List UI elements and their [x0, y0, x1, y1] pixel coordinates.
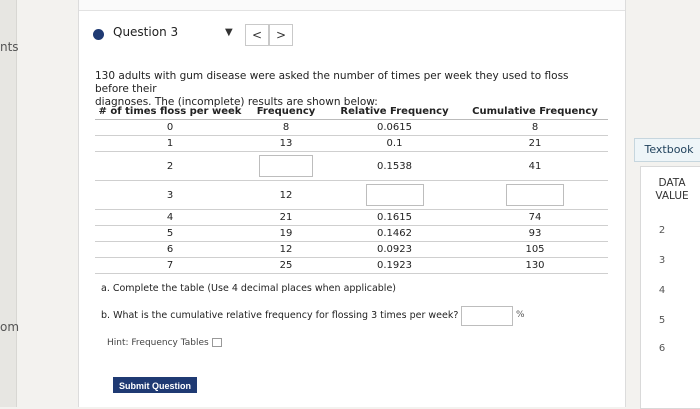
header-frequency: Frequency	[245, 103, 327, 120]
top-bar	[79, 0, 625, 11]
part-b-question: b. What is the cumulative relative frequency for flossing 3 times per week?	[101, 310, 459, 321]
cell-frequency: 12	[245, 242, 327, 258]
status-dot-icon	[93, 29, 104, 40]
previous-question-button[interactable]: <	[245, 24, 269, 46]
data-value-item: 3	[658, 255, 666, 266]
cumulative-frequency-input[interactable]	[506, 184, 564, 206]
cell-relative-frequency: 0.1462	[327, 226, 462, 242]
table-row	[95, 258, 608, 274]
cell-cumulative-frequency: 93	[462, 226, 608, 242]
cell-frequency: 21	[245, 210, 327, 226]
table-row	[95, 242, 608, 258]
frequency-table	[95, 103, 608, 274]
question-selector[interactable]: Question 3	[113, 25, 179, 39]
cell-times: 7	[95, 258, 245, 274]
cell-times: 1	[95, 136, 245, 152]
cell-cumulative-frequency: 8	[462, 120, 608, 136]
cell-times: 2	[95, 152, 245, 181]
cell-frequency	[245, 152, 327, 181]
hint-link[interactable]	[107, 338, 222, 348]
cell-times: 6	[95, 242, 245, 258]
cell-relative-frequency: 0.0923	[327, 242, 462, 258]
cell-frequency: 12	[245, 181, 327, 210]
cell-times: 4	[95, 210, 245, 226]
header-times-floss: # of times floss per week	[95, 103, 245, 120]
data-value-item: 6	[658, 343, 666, 354]
external-link-icon	[212, 338, 222, 347]
question-text-line-1: 130 adults with gum disease were asked the number of times per week they used to floss before their	[95, 70, 569, 95]
part-a-instruction: a. Complete the table (Use 4 decimal places when applicable)	[101, 283, 396, 294]
cell-frequency: 13	[245, 136, 327, 152]
cell-times: 3	[95, 181, 245, 210]
table-row	[95, 181, 608, 210]
cell-relative-frequency: 0.1538	[327, 152, 462, 181]
cell-cumulative-frequency: 21	[462, 136, 608, 152]
cell-cumulative-frequency: 74	[462, 210, 608, 226]
cell-cumulative-frequency: 41	[462, 152, 608, 181]
cell-frequency: 8	[245, 120, 327, 136]
cell-relative-frequency: 0.1	[327, 136, 462, 152]
data-header-line-2: VALUE	[655, 190, 689, 202]
cell-relative-frequency: 0.1923	[327, 258, 462, 274]
cell-relative-frequency	[327, 181, 462, 210]
data-value-item: 2	[658, 225, 666, 236]
data-value-header	[641, 177, 700, 203]
cell-frequency: 25	[245, 258, 327, 274]
sidebar-bottom-text: om	[0, 320, 20, 334]
question-panel	[78, 0, 626, 407]
cell-cumulative-frequency: 130	[462, 258, 608, 274]
cumulative-relative-frequency-input[interactable]	[461, 306, 513, 326]
cell-times: 0	[95, 120, 245, 136]
cell-relative-frequency: 0.1615	[327, 210, 462, 226]
next-question-button[interactable]: >	[269, 24, 293, 46]
cell-relative-frequency: 0.0615	[327, 120, 462, 136]
left-sidebar-edge	[0, 0, 20, 407]
cell-cumulative-frequency: 105	[462, 242, 608, 258]
data-value-item: 5	[658, 315, 666, 326]
sidebar-top-text: nts	[0, 40, 19, 54]
table-row	[95, 136, 608, 152]
question-header	[93, 24, 603, 48]
table-row	[95, 210, 608, 226]
question-text-line-2: diagnoses. The (incomplete) results are shown below:	[95, 96, 378, 108]
table-header-row	[95, 103, 608, 120]
table-row	[95, 226, 608, 242]
table-row	[95, 152, 608, 181]
relative-frequency-input[interactable]	[366, 184, 424, 206]
data-header-line-1: DATA	[658, 177, 686, 189]
header-relative-frequency: Relative Frequency	[327, 103, 462, 120]
table-row	[95, 120, 608, 136]
frequency-input[interactable]	[259, 155, 313, 177]
cell-frequency: 19	[245, 226, 327, 242]
percent-unit: %	[516, 310, 525, 320]
header-cumulative-frequency: Cumulative Frequency	[462, 103, 608, 120]
cell-cumulative-frequency	[462, 181, 608, 210]
data-value-panel	[640, 166, 700, 409]
data-value-item: 4	[658, 285, 666, 296]
submit-question-button[interactable]: Submit Question	[113, 377, 197, 393]
cell-times: 5	[95, 226, 245, 242]
dropdown-caret-icon[interactable]: ▼	[225, 27, 233, 38]
textbook-button[interactable]: Textbook	[634, 138, 700, 162]
hint-text: Hint: Frequency Tables	[107, 338, 209, 348]
